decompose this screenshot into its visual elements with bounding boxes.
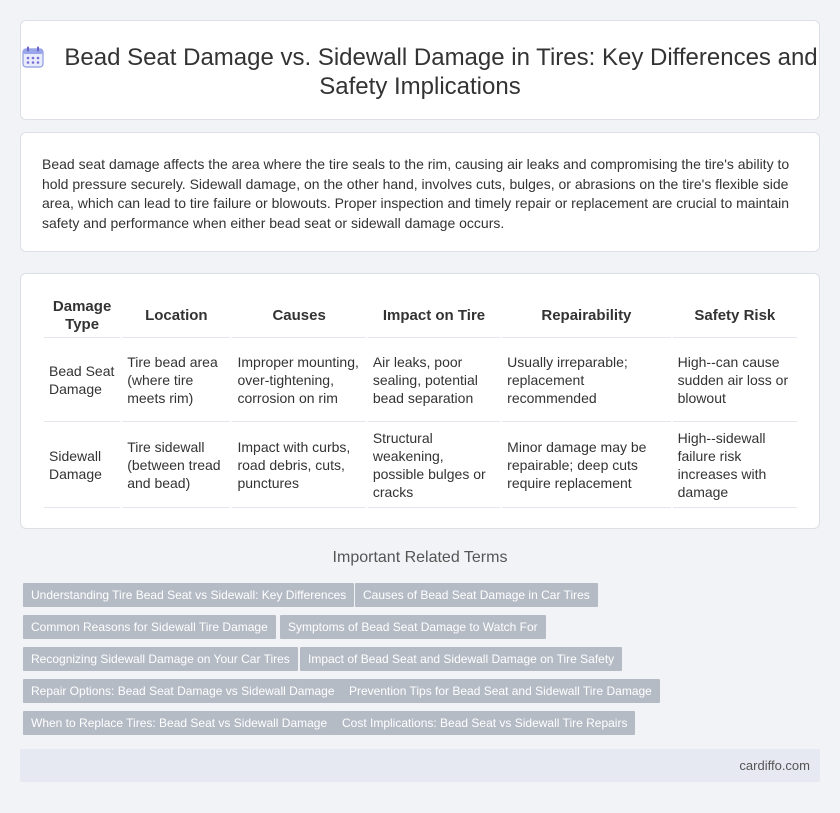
table-header-row bbox=[44, 294, 797, 338]
related-term-tag[interactable]: Recognizing Sidewall Damage on Your Car Tires bbox=[23, 647, 298, 671]
header-repairability: Repairability bbox=[502, 294, 670, 338]
related-term-tag[interactable]: Prevention Tips for Bead Seat and Sidewall Tire Damage bbox=[341, 679, 660, 703]
related-term-tag[interactable]: When to Replace Tires: Bead Seat vs Sidewall Damage bbox=[23, 711, 335, 735]
header-impact: Impact on Tire bbox=[368, 294, 500, 338]
table-cell: Impact with curbs, road debris, cuts, punctures bbox=[232, 422, 365, 508]
page-title-text: Bead Seat Damage vs. Sidewall Damage in Tires: Key Differences and Safety Implications bbox=[64, 44, 818, 100]
table-cell: Tire bead area (where tire meets rim) bbox=[122, 338, 230, 422]
table-cell: Improper mounting, over-tightening, corrosion on rim bbox=[232, 338, 365, 422]
header-causes: Causes bbox=[232, 294, 365, 338]
title-card bbox=[20, 20, 820, 120]
related-term-tag[interactable]: Symptoms of Bead Seat Damage to Watch For bbox=[280, 615, 546, 639]
table-row bbox=[44, 338, 797, 422]
table-cell: Bead Seat Damage bbox=[44, 338, 120, 422]
related-term-tag[interactable]: Repair Options: Bead Seat Damage vs Sidewall Damage bbox=[23, 679, 343, 703]
comparison-table bbox=[42, 294, 799, 508]
table-cell: Air leaks, poor sealing, potential bead separation bbox=[368, 338, 500, 422]
header-safety-risk: Safety Risk bbox=[673, 294, 797, 338]
footer-site-link[interactable]: cardiffo.com bbox=[739, 758, 810, 773]
related-terms-heading: Important Related Terms bbox=[332, 549, 508, 566]
page-title bbox=[21, 43, 819, 101]
footer bbox=[20, 749, 820, 782]
related-term-tag[interactable]: Causes of Bead Seat Damage in Car Tires bbox=[355, 583, 598, 607]
intro-paragraph: Bead seat damage affects the area where the tire seals to the rim, causing air leaks and compromising the tire's ability to hold pressure securely. Sidewall damage, on the other hand, involves cuts, bulges, or abrasions on the tire's flexible side area, which can lead to tire failure or blowouts. Proper inspection and timely repair or replacement are crucial to maintain safety and performance when either bead seat or sidewall damage occurs. bbox=[42, 156, 790, 231]
table-cell: Tire sidewall (between tread and bead) bbox=[122, 422, 230, 508]
table-cell: Minor damage may be repairable; deep cuts require replacement bbox=[502, 422, 670, 508]
calendar-icon bbox=[22, 46, 44, 68]
related-term-tag[interactable]: Impact of Bead Seat and Sidewall Damage on Tire Safety bbox=[300, 647, 622, 671]
table-cell: Usually irreparable; replacement recommended bbox=[502, 338, 670, 422]
table-cell: Structural weakening, possible bulges or cracks bbox=[368, 422, 500, 508]
table-cell: High--can cause sudden air loss or blowout bbox=[673, 338, 797, 422]
table-cell: Sidewall Damage bbox=[44, 422, 120, 508]
table-row bbox=[44, 422, 797, 508]
related-term-tag[interactable]: Cost Implications: Bead Seat vs Sidewall Tire Repairs bbox=[334, 711, 635, 735]
comparison-table-card bbox=[20, 273, 820, 529]
header-location: Location bbox=[122, 294, 230, 338]
header-damage-type: Damage Type bbox=[44, 294, 120, 338]
table-cell: High--sidewall failure risk increases with damage bbox=[673, 422, 797, 508]
related-term-tag[interactable]: Understanding Tire Bead Seat vs Sidewall: Key Differences bbox=[23, 583, 354, 607]
related-term-tag[interactable]: Common Reasons for Sidewall Tire Damage bbox=[23, 615, 276, 639]
intro-card bbox=[20, 132, 820, 252]
